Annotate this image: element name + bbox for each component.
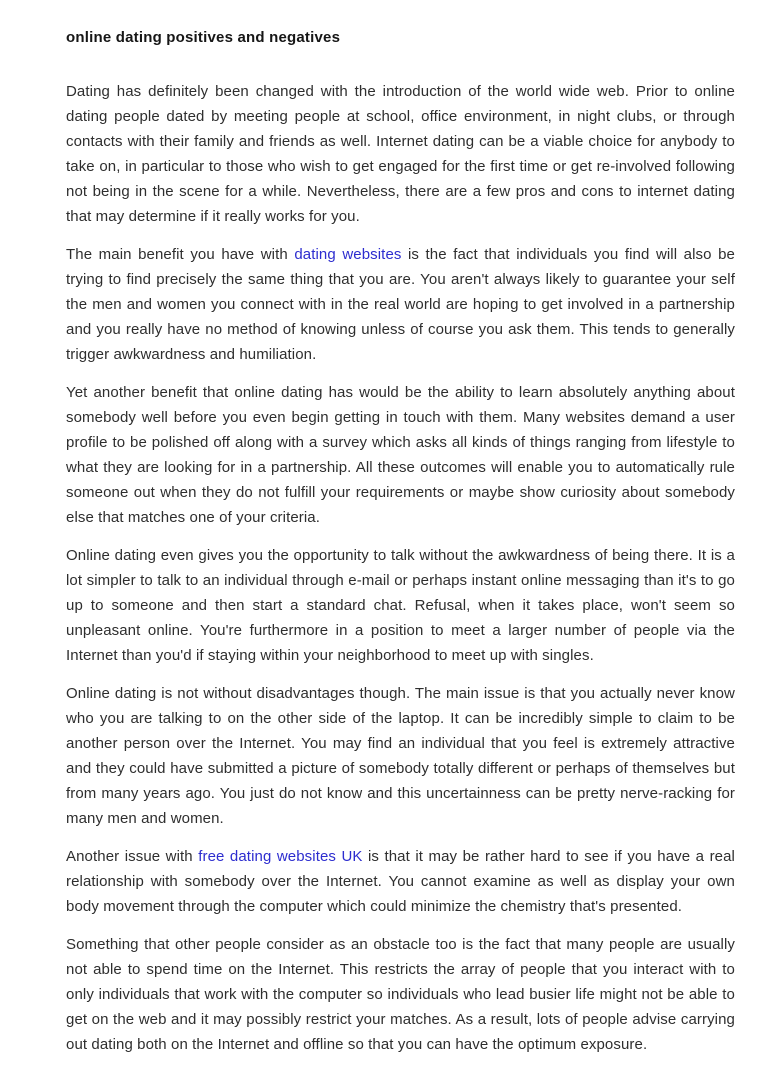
paragraph-text: Another issue with: [66, 848, 199, 865]
paragraph-text: Something that other people consider as an obstacle too is the fact that many people are usually not able to spend time on the Internet. This restricts the array of people that you interact with to only individuals that work with the computer so individuals who lead busier life might not be able to get on the web and it may possibly restrict your matches. As a result, lots of people advise carrying out dating both on the Internet and offline so that you can have the optimum exposure.: [66, 936, 735, 1053]
paragraph-text: The main benefit you have with: [66, 246, 295, 263]
page-title: online dating positives and negatives: [66, 29, 341, 46]
paragraph-disadvantages: [66, 681, 735, 831]
free-dating-websites-uk-link[interactable]: free dating websites UK: [198, 848, 363, 865]
paragraph-another-issue: [66, 844, 735, 919]
paragraph-text: Online dating is not without disadvantages though. The main issue is that you actually never know who you are talking to on the other side of the laptop. It can be incredibly simple to claim to be another person over the Internet. You may find an individual that you feel is extremely attractive and they could have submitted a picture of somebody totally different or perhaps of themselves but from many years ago. You just do not know and this uncertainness can be pretty nerve-racking for many men and women.: [66, 685, 735, 827]
paragraph-main-benefit: [66, 242, 735, 367]
paragraph-text: is the fact that individuals you find will also be trying to find precisely the same thing that you are. You aren't always likely to guarantee your self the men and women you connect with in the real world are hoping to get involved in a partnership and you really have no method of knowing unless of course you ask them. This tends to generally trigger awkwardness and humiliation.: [66, 246, 735, 363]
paragraph-obstacle: [66, 932, 735, 1057]
paragraph-text: Dating has definitely been changed with the introduction of the world wide web. Prior to online dating people dated by meeting people at school, office environment, in night clubs, or through contacts with their family and friends as well. Internet dating can be a viable choice for anybody to take on, in particular to those who wish to get engaged for the first time or get re-involved following not being in the scene for a while. Nevertheless, there are a few pros and cons to internet dating that may determine if it really works for you.: [66, 83, 735, 225]
paragraph-text: is that it may be rather hard to see if you have a real relationship with somebody over the Internet. You cannot examine as well as display your own body movement through the computer which could minimize the chemistry that's presented.: [66, 848, 735, 915]
paragraph-intro: [66, 79, 735, 229]
paragraph-text: Yet another benefit that online dating has would be the ability to learn absolutely anything about somebody well before you even begin getting in touch with them. Many websites demand a user profile to be polished off along with a survey which asks all kinds of things ranging from lifestyle to what they are looking for in a partnership. All these outcomes will enable you to automatically rule someone out when they do not fulfill your requirements or maybe show curiosity about somebody else that matches one of your criteria.: [66, 384, 735, 526]
paragraph-talk-opportunity: [66, 543, 735, 668]
dating-websites-link[interactable]: dating websites: [294, 246, 402, 263]
paragraph-another-benefit: [66, 380, 735, 530]
paragraph-text: Online dating even gives you the opportunity to talk without the awkwardness of being there. It is a lot simpler to talk to an individual through e-mail or perhaps instant online messaging than it's to go up to someone and then start a standard chat. Refusal, when it takes place, won't seem so unpleasant online. You're furthermore in a position to meet a larger number of people via the Internet than you'd if staying within your neighborhood to meet up with singles.: [66, 547, 735, 664]
